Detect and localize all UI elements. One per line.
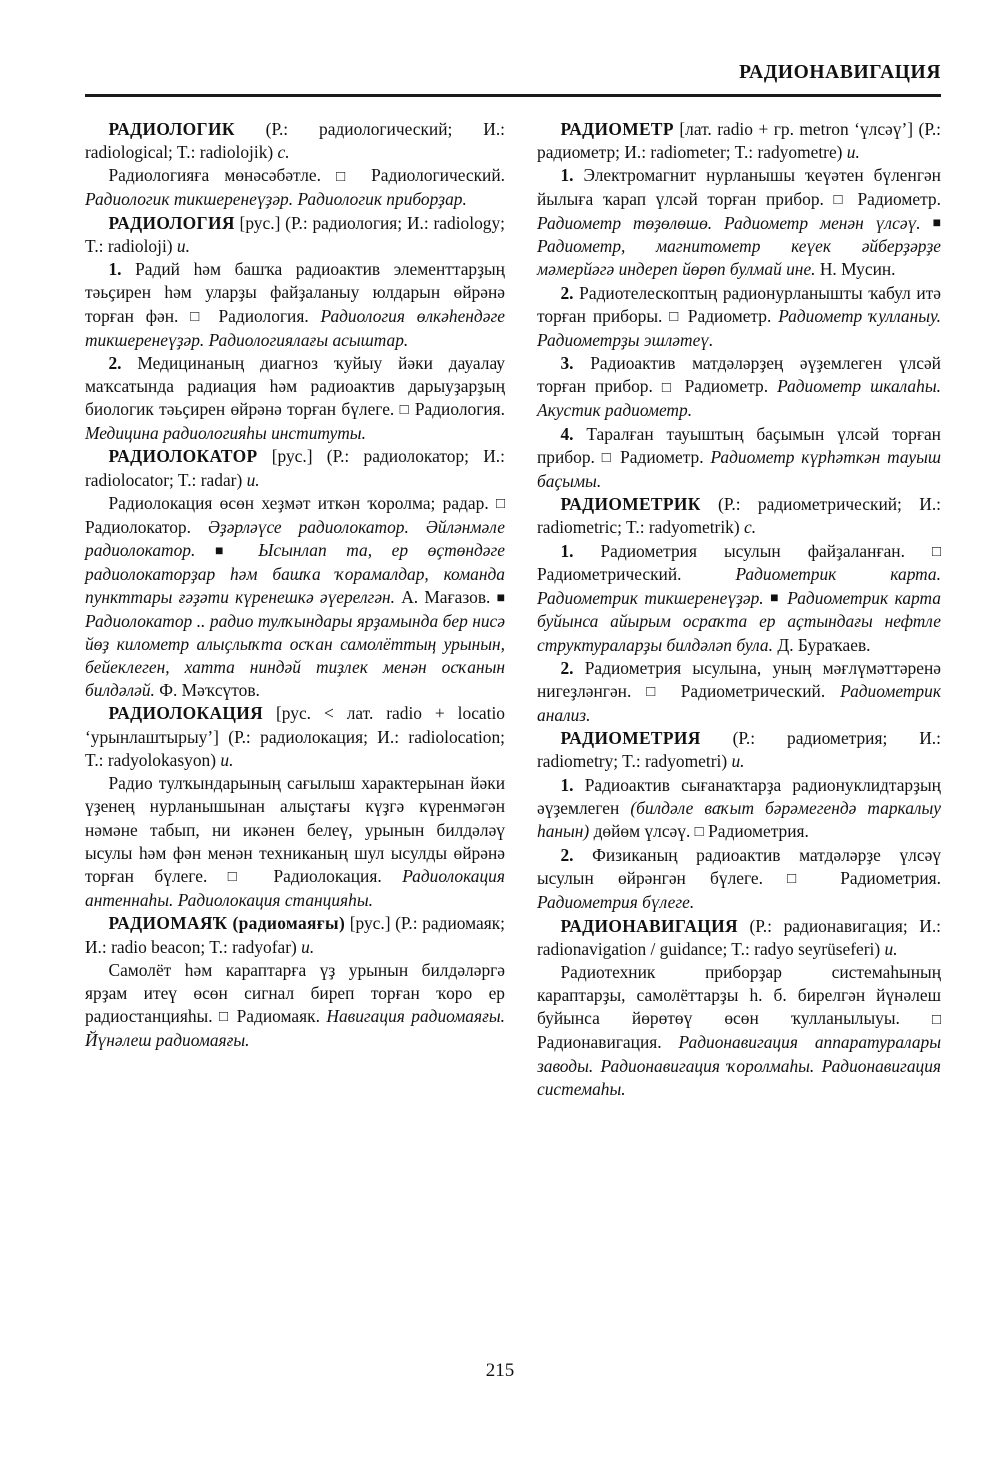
dictionary-entry	[537, 118, 941, 493]
right-column	[537, 118, 941, 1328]
headword-equivalents: (Р.: радионавигация; И.: radionavigation / guidance; T.: radyo seyrüseferi)	[537, 915, 941, 959]
sense-definition: Радиометрия ысулына, уның мәғлүмәттәренә нигеҙләнгән.	[537, 657, 941, 701]
sense-paragraph	[537, 844, 941, 914]
headword: РАДИОМЕТР	[560, 119, 674, 139]
usage-examples: Радиометр шкалаһы. Акустик радиометр.	[537, 376, 941, 421]
russian-gloss: Радиометр.	[684, 376, 769, 397]
sense-number: 3.	[560, 353, 574, 374]
sense-paragraph	[85, 258, 505, 352]
sense-paragraph	[537, 164, 941, 281]
citation-author: Ф. Мәҡсүтов.	[159, 680, 260, 701]
left-column	[85, 118, 505, 1328]
headword: РАДИОЛОКАТОР	[108, 446, 258, 467]
russian-gloss: Радиология.	[218, 305, 309, 326]
sense-number: 2.	[560, 282, 574, 303]
headword: РАДИОЛОКАЦИЯ	[108, 703, 264, 724]
dictionary-entry	[537, 727, 941, 914]
sense-definition: Радий һәм башҡа радиоактив элементтарҙың тәьҫирен һәм уларҙы файҙаланыу юлдарын өйрәнә торған фән.	[85, 259, 505, 326]
open-square-icon	[787, 868, 816, 888]
open-square-icon	[190, 306, 207, 326]
headword-equivalents: (Р.: радиологический; И.: radiological; T.: radiolojik)	[85, 119, 505, 163]
part-of-speech: и.	[884, 938, 898, 959]
russian-gloss: Радиолокация.	[273, 866, 382, 887]
sense-number: 1.	[108, 259, 122, 280]
entry-headline	[537, 727, 941, 773]
part-of-speech: и.	[246, 469, 260, 490]
sense-number: 1.	[560, 540, 574, 561]
entry-headline	[537, 118, 941, 164]
sense-definition: Радиотехник приборҙар системаһының караптарҙы, самолёттарҙы һ. б. бирелгән йүнәлеш буйынса йөрөтөү өсөн ҡулланылыуы.	[537, 962, 941, 1029]
open-square-icon	[834, 189, 848, 209]
headword: РАДИОЛОГИК	[108, 119, 235, 139]
usage-examples: Радиометрик карта. Радиометрик тикшеренеүҙәр.	[537, 564, 941, 608]
russian-gloss: Радиометрия.	[708, 821, 809, 842]
sense-definition: Радиоактив матдәләрҙең әүҙемлеген үлсәй торған прибор.	[537, 353, 941, 397]
headword-equivalents: (Р.: радиометрический; И.: radiometric; T.: radyometrik)	[537, 494, 941, 538]
header-rule	[85, 94, 941, 97]
column-container	[85, 118, 941, 1328]
russian-gloss: Радиология.	[414, 399, 505, 420]
russian-gloss: Радиометрия.	[840, 868, 941, 889]
part-of-speech: и.	[846, 142, 860, 163]
sense-definition: Радиометрия ысулын файҙаланған.	[600, 540, 932, 561]
dictionary-entry	[85, 912, 505, 1052]
sense-definition: Самолёт һәм караптарға үҙ урынын билдәләргә ярҙам итеү өсөн сигнал биреп торған ҡоро ер радиостанцияһы.	[85, 959, 505, 1027]
entry-headline	[537, 915, 941, 961]
entry-headline	[85, 702, 505, 772]
open-square-icon	[602, 447, 614, 467]
entry-headline	[537, 493, 941, 539]
headword-equivalents: [рус.] (Р.: радиомаяк; И.: radio beacon; T.: radyofar)	[85, 913, 506, 957]
filled-square-icon	[933, 213, 941, 233]
part-of-speech: с.	[277, 142, 290, 163]
open-square-icon	[496, 493, 505, 513]
sense-paragraph	[537, 774, 941, 844]
open-square-icon	[695, 821, 704, 841]
page-number: 215	[485, 1360, 515, 1381]
headword: РАДИОНАВИГАЦИЯ	[560, 915, 738, 936]
russian-gloss: Радиологический.	[371, 165, 505, 186]
open-square-icon	[669, 306, 681, 326]
dictionary-entry	[537, 915, 941, 1102]
part-of-speech: с.	[744, 517, 757, 538]
entry-headline	[85, 445, 505, 491]
citation-quote: Радиометрик карта буйынса айырым осраҡта ер аҫтындағы нефтле структураларҙы билдәләп була.	[537, 587, 941, 655]
filled-square-icon	[770, 588, 781, 608]
open-square-icon	[219, 1006, 230, 1026]
filled-square-icon	[215, 540, 239, 560]
dictionary-entry	[85, 445, 505, 702]
dictionary-entry	[85, 702, 505, 912]
usage-examples: Әҙәрләүсе радиолокатор. Әйләнмәле радиолокатор.	[85, 516, 505, 561]
usage-examples: Радиометр ҡулланыу. Радиометрҙы эшләтеү.	[537, 305, 941, 350]
sense-definition: Физиканың радиоактив матдәләрҙе үлсәү ысулын өйрәнгән бүлеге.	[537, 845, 941, 889]
sense-definition: Медицинаның диагноз ҡуйыу йәки дауалау маҡсатында радиация һәм радиоактив дарыуҙарҙың биологик тәьҫирен өйрәнә торған бүлеге.	[85, 352, 505, 420]
sense-definition: Радиоактив сығанаҡтарҙа радионуклидтарҙың әүҙемлеген	[537, 774, 941, 818]
usage-examples: Навигация радиомаяғы. Йүнәлеш радиомаяғы.	[85, 1006, 505, 1051]
headword-equivalents: [лат. radio + гр. metron ‘үлсәү’] (Р.: радиометр; И.: radiometer; T.: radyometre)	[537, 119, 941, 163]
citation-author: Н. Мусин.	[819, 259, 896, 280]
sense-paragraph	[85, 352, 505, 446]
sense-paragraph	[85, 164, 505, 211]
usage-examples: Радионавигация аппаратуралары заводы. Радионавигация ҡоролмаһы. Радионавигация системаһы.	[537, 1032, 941, 1099]
sense-definition: Электромагнит нурланышы ҡеүәтен бүленгән йылыға ҡарап үлсәй торған прибор.	[537, 165, 941, 209]
sense-paragraph	[537, 961, 941, 1101]
headword: РАДИОМАЯҠ (радиомаяғы)	[108, 913, 346, 934]
headword: РАДИОЛОГИЯ	[108, 212, 235, 233]
usage-examples: Радиометр төҙөлөшө. Радиометр менән үлсәү.	[537, 212, 921, 233]
usage-examples: Медицина радиологияһы институты.	[85, 423, 366, 444]
sense-number: 2.	[108, 352, 122, 373]
usage-examples: Радиометр күрһәткән тауыш баҫымы.	[537, 446, 941, 491]
headword-equivalents: [рус.] (Р.: радиология; И.: radiology; T.: radioloji)	[85, 212, 505, 256]
sense-paragraph	[537, 352, 941, 422]
russian-gloss: Радиометр.	[687, 305, 772, 326]
sense-paragraph	[85, 959, 505, 1053]
running-head: РАДИОНАВИГАЦИЯ	[739, 62, 941, 83]
filled-square-icon	[497, 587, 505, 607]
sense-definition: Таралған тауыштың баҫымын үлсәй торған прибор.	[537, 423, 941, 467]
sense-definition: Радиолокация өсөн хеҙмәт иткән ҡоролма; радар.	[108, 492, 496, 513]
usage-examples: Радиология өлкәһендәге тикшеренеүҙәр. Радиологиялағы асыштар.	[85, 305, 505, 350]
sense-paragraph	[85, 492, 505, 703]
open-square-icon	[336, 165, 356, 185]
headword-equivalents: (Р.: радиометрия; И.: radiometry; T.: radyometri)	[537, 728, 941, 772]
part-of-speech: и.	[176, 235, 190, 256]
headword: РАДИОМЕТРИЯ	[560, 728, 701, 749]
sense-definition: Радиологияға мөнәсәбәтле.	[108, 165, 337, 186]
part-of-speech: и.	[731, 751, 745, 772]
part-of-speech: и.	[301, 936, 315, 957]
usage-examples: Радиометрик анализ.	[537, 680, 941, 725]
sense-definition: Радиотелескоптың радионурланышты ҡабул итә торған приборы.	[537, 282, 941, 326]
citation-quote: Радиолокатор .. радио тулҡындары ярҙамында бер нисә йөҙ километр алыҫлыҡта осҡан самолёттың урынын, бейеклеген, хатта ниндәй тиҙлек менән осҡанын билдәләй.	[85, 610, 505, 701]
headword: РАДИОМЕТРИК	[560, 494, 701, 515]
russian-gloss: Радиометрический.	[537, 564, 682, 585]
sense-paragraph	[537, 423, 941, 493]
russian-gloss: Радиомаяк.	[236, 1006, 320, 1027]
dictionary-entry	[537, 493, 941, 727]
sense-definition-italic: (билдәле ваҡыт бәрәмегендә таркалыу һанын)	[537, 797, 941, 842]
open-square-icon	[400, 399, 410, 419]
russian-gloss: Радиометрический.	[680, 680, 826, 701]
russian-gloss: Радионавигация.	[537, 1032, 662, 1053]
sense-paragraph	[537, 657, 941, 727]
sense-paragraph	[537, 540, 941, 657]
entry-headline	[85, 912, 505, 958]
entry-headline	[85, 118, 505, 164]
russian-gloss: Радиометр.	[857, 188, 941, 209]
usage-examples: Радиолокация антеннаһы. Радиолокация станцияһы.	[85, 866, 505, 911]
open-square-icon	[932, 1008, 941, 1028]
sense-number: 2.	[560, 845, 574, 866]
citation-author: А. Мағазов.	[401, 586, 491, 607]
citation-author: Д. Бураҡаев.	[777, 634, 871, 655]
sense-definition-cont: дөйөм үлсәү.	[589, 821, 695, 842]
sense-number: 1.	[560, 774, 574, 795]
russian-gloss: Радиометр.	[620, 446, 704, 467]
dictionary-entry	[85, 118, 505, 212]
part-of-speech: и.	[220, 749, 234, 770]
sense-paragraph	[85, 772, 505, 912]
headword-equivalents: [рус.] (Р.: радиолокатор; И.: radiolocator; T.: radar)	[85, 446, 505, 490]
open-square-icon	[228, 866, 253, 886]
entry-headline	[85, 212, 505, 258]
russian-gloss: Радиолокатор.	[85, 516, 191, 537]
sense-number: 2.	[560, 657, 574, 678]
sense-paragraph	[537, 282, 941, 352]
citation-quote: Радиометр, магнитометр кеүек әйберҙәрҙе мәмерйәгә индереп йөрөп булмай ине.	[537, 236, 941, 280]
sense-definition: Радио тулҡындарының сағылыш характерынан йәки үҙенең нурланышынан алыҫтағы күҙгә күренмәгән нәмәне табып, ни икәнен белеү, урынын билдәләү ысулы һәм фән менән техниканың шул ысулды өйрәнә торған бүлеге.	[85, 773, 505, 887]
citation-quote: Ысынлап та, ер өҫтөндәге радиолокаторҙар һәм башҡа ҡорамалдар, команда пункттары ғәҙәти күренешкә әүерелгән.	[85, 540, 505, 607]
sense-number: 1.	[560, 165, 574, 186]
dictionary-entry	[85, 212, 505, 446]
open-square-icon	[646, 681, 666, 701]
headword-equivalents: [рус. < лат. radio + locatio ‘урынлаштырыу’] (Р.: радиолокация; И.: radiolocation; T.: radyolokasyon)	[85, 703, 505, 770]
open-square-icon	[932, 541, 941, 561]
usage-examples: Радиометрия бүлеге.	[537, 892, 695, 913]
sense-number: 4.	[560, 423, 574, 444]
open-square-icon	[662, 376, 676, 396]
usage-examples: Радиологик тикшеренеүҙәр. Радиологик приборҙар.	[85, 189, 467, 210]
